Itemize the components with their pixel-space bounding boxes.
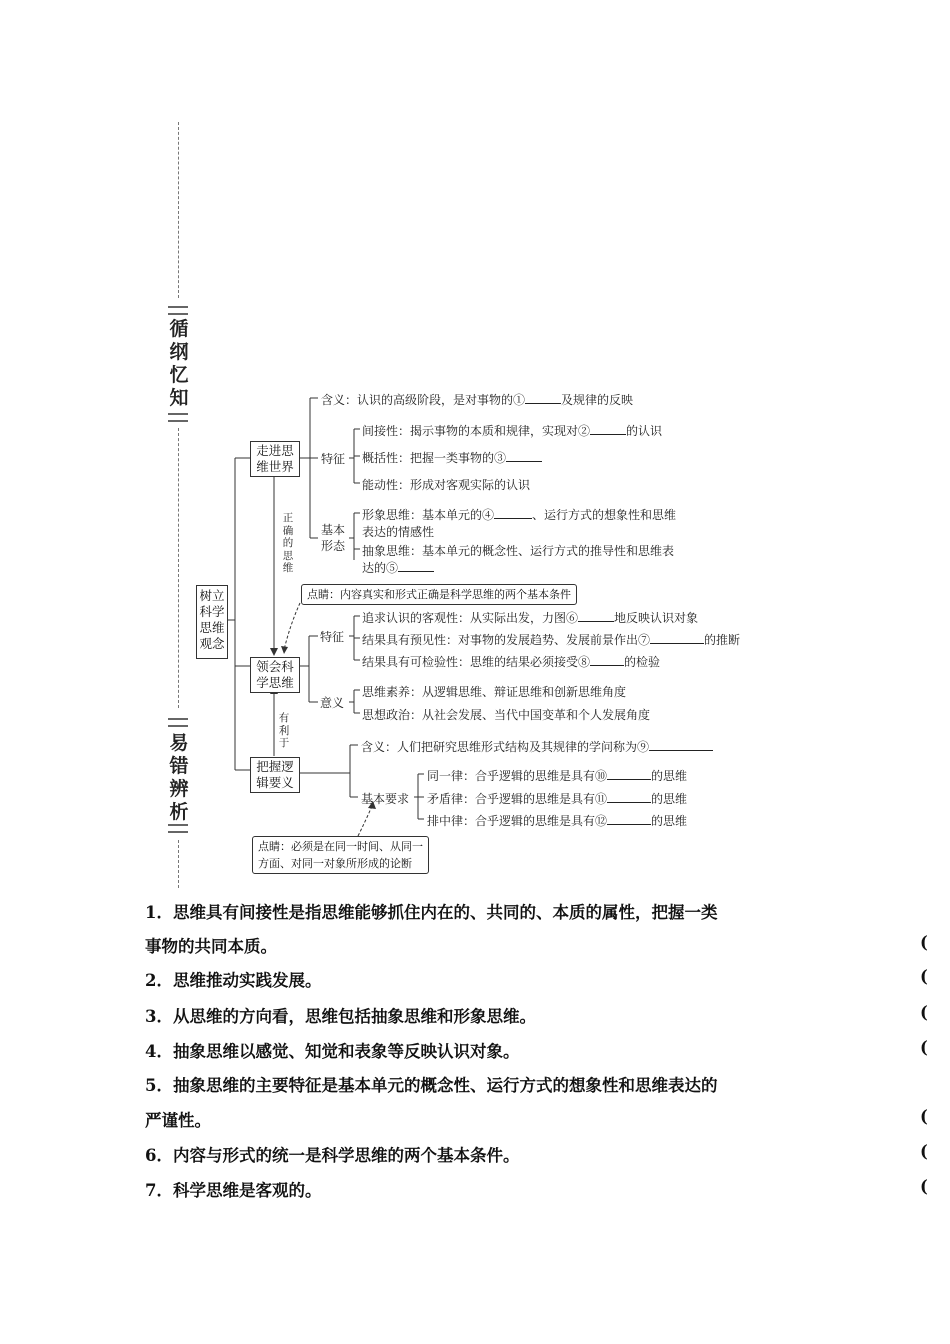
question-3: 3．从思维的方向看，思维包括抽象思维和形象思维。 [145, 1007, 536, 1026]
blank-7 [650, 632, 704, 644]
requirements-label: 基本要求 [361, 792, 410, 806]
f1-text: 间接性：揭示事物的本质和规律，实现对② [362, 424, 591, 438]
question-6: 6．内容与形式的统一是科学思维的两个基本条件。 [145, 1146, 520, 1165]
blank-4 [494, 507, 532, 519]
significance-literacy: 思维素养：从逻辑思维、辩证思维和创新思维角度 [362, 685, 627, 699]
mindmap-root [196, 585, 228, 659]
r2a-text: 矛盾律：合乎逻辑的思维是具有⑪ [427, 792, 608, 806]
answer-paren-4[interactable]: ( [920, 1038, 928, 1057]
r2b-text: 的思维 [651, 792, 688, 806]
node-logic-essence [250, 757, 300, 793]
logic-meaning [361, 738, 713, 755]
answer-paren-5[interactable]: ( [920, 1107, 928, 1126]
hint2-line1: 点睛：必须是在同一时间、从同一 [258, 840, 423, 853]
feature-indirect [362, 422, 662, 439]
blank-9 [649, 739, 713, 751]
sci-feature-label: 特征 [320, 630, 345, 644]
answer-paren-2[interactable]: ( [920, 967, 928, 986]
blank-5 [398, 560, 434, 572]
hint-box-2 [252, 836, 429, 874]
meaning-text: 含义：认识的高级阶段，是对事物的① [321, 393, 526, 407]
feature-label: 特征 [321, 452, 346, 466]
node3-label: 把握逻辑要义 [256, 759, 294, 790]
meaning-row [321, 391, 633, 408]
s3b-text: 的检验 [624, 655, 661, 669]
significance-label: 意义 [320, 696, 345, 710]
form2b-text: 达的⑤ [362, 561, 399, 575]
answer-paren-3[interactable]: ( [920, 1003, 928, 1022]
r1b-text: 的思维 [651, 769, 688, 783]
node-scientific-thinking [250, 657, 300, 693]
s2b-text: 的推断 [704, 633, 741, 647]
question-1-line1: 1．思维具有间接性是指思维能够抓住内在的、共同的、本质的属性，把握一类 [145, 903, 718, 922]
sci-feature-objective [362, 609, 698, 626]
significance-politics: 思想政治：从社会发展、当代中国变革和个人发展角度 [362, 708, 651, 722]
question-1-line2: 事物的共同本质。 [145, 937, 277, 956]
law-contradiction [427, 790, 687, 807]
meaning-tail: 及规律的反映 [561, 393, 634, 407]
hint-box-1: 点睛：内容真实和形式正确是科学思维的两个基本条件 [301, 584, 577, 605]
blank-1 [525, 392, 561, 404]
form-label: 基本形态 [321, 523, 346, 553]
form-abstract-cont [362, 559, 434, 576]
r3b-text: 的思维 [651, 814, 688, 828]
form1a-text: 形象思维：基本单元的④ [362, 508, 495, 522]
hint2-line2: 方面、对同一对象所形成的论断 [258, 857, 412, 870]
blank-8 [590, 654, 624, 666]
sci-feature-verifiable [362, 653, 660, 670]
blank-12 [607, 813, 651, 825]
form-abstract: 抽象思维：基本单元的概念性、运行方式的推导性和思维表 [362, 544, 675, 558]
question-7: 7．科学思维是客观的。 [145, 1181, 322, 1200]
question-4: 4．抽象思维以感觉、知觉和表象等反映认识对象。 [145, 1042, 520, 1061]
sci-feature-predictive [362, 631, 740, 648]
blank-11 [607, 791, 651, 803]
form-image-cont: 表达的情感性 [362, 525, 435, 539]
blank-10 [607, 768, 651, 780]
answer-paren-1[interactable]: ( [920, 933, 928, 952]
feature-active: 能动性：形成对客观实际的认识 [362, 478, 531, 492]
link-correct-thinking: 正确的思维 [282, 512, 294, 574]
sidebar-section-errors: 易错辨析 [169, 732, 189, 823]
s1a-text: 追求认识的客观性：从实际出发，力图⑥ [362, 611, 579, 625]
s3a-text: 结果具有可检验性：思维的结果必须接受⑧ [362, 655, 591, 669]
sidebar-section-review: 循纲忆知 [169, 318, 189, 409]
form1b-text: 、运行方式的想象性和思维 [532, 508, 677, 522]
node-enter-thinking-world [250, 441, 300, 477]
root-label: 树立科学思维观念 [199, 588, 225, 651]
question-2: 2．思维推动实践发展。 [145, 971, 322, 990]
blank-6 [578, 610, 614, 622]
question-5-line2: 严谨性。 [145, 1111, 211, 1130]
node2-label: 领会科学思维 [256, 659, 294, 690]
answer-paren-7[interactable]: ( [920, 1177, 928, 1196]
f2-text: 概括性：把握一类事物的③ [362, 451, 507, 465]
form-image [362, 506, 676, 523]
blank-2 [590, 423, 626, 435]
link-beneficial: 有利于 [278, 712, 290, 749]
s2a-text: 结果具有预见性：对事物的发展趋势、发展前景作出⑦ [362, 633, 651, 647]
blank-3 [506, 450, 542, 462]
law-identity [427, 767, 687, 784]
feature-general [362, 449, 542, 466]
answer-paren-6[interactable]: ( [920, 1142, 928, 1161]
question-5-line1: 5．抽象思维的主要特征是基本单元的概念性、运行方式的想象性和思维表达的 [145, 1076, 718, 1095]
s1b-text: 地反映认识对象 [614, 611, 699, 625]
law-excluded-middle [427, 812, 687, 829]
node1-label: 走进思维世界 [256, 443, 294, 474]
r1a-text: 同一律：合乎逻辑的思维是具有⑩ [427, 769, 608, 783]
logic-meaning-text: 含义：人们把研究思维形式结构及其规律的学问称为⑨ [361, 740, 650, 754]
f1-tail: 的认识 [626, 424, 663, 438]
r3a-text: 排中律：合乎逻辑的思维是具有⑫ [427, 814, 608, 828]
